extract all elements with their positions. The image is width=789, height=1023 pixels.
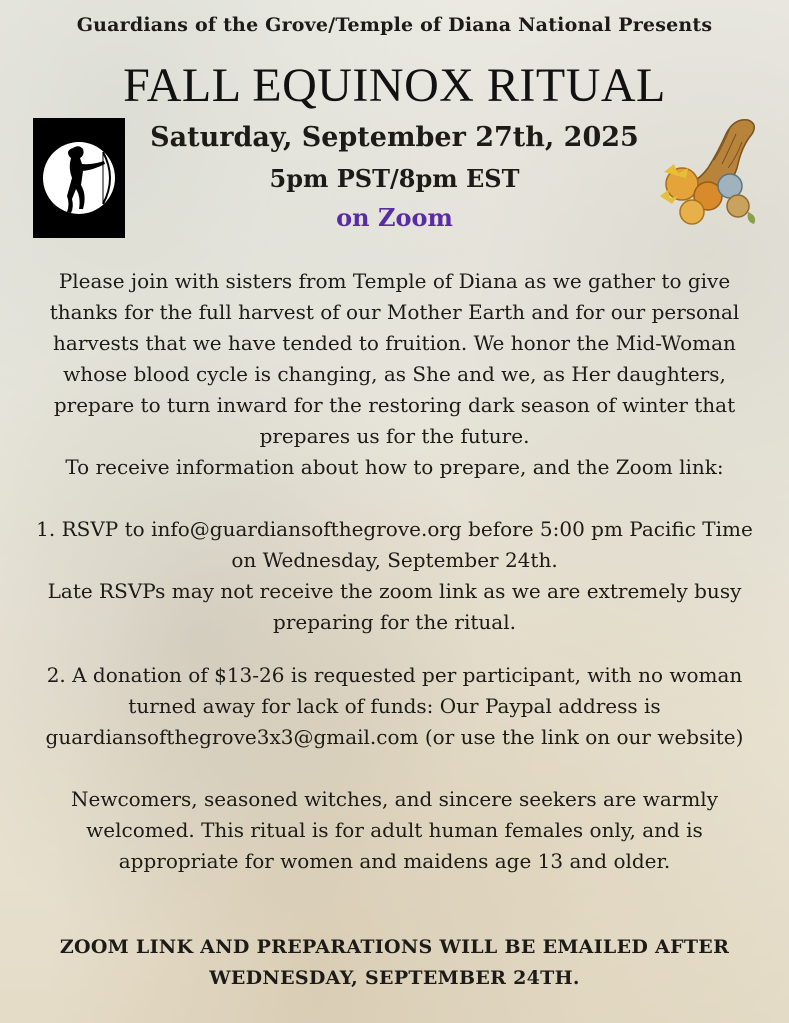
event-date: Saturday, September 27th, 2025 <box>150 122 639 153</box>
instructions-paragraph <box>24 452 765 483</box>
rsvp-section <box>24 514 765 638</box>
donation-text: 2. A donation of $13-26 is requested per participant, with no woman turned away for lack of funds: Our Paypal address is guardiansofthegrove3x3@gmail.com (or use the link on our website) <box>45 663 744 749</box>
intro-paragraph <box>24 266 765 452</box>
rsvp-line <box>24 514 765 576</box>
footer-text: ZOOM LINK AND PREPARATIONS WILL BE EMAILED AFTER WEDNESDAY, SEPTEMBER 24TH. <box>59 936 730 989</box>
event-venue: on Zoom <box>336 203 453 232</box>
event-title: FALL EQUINOX RITUAL <box>123 59 666 112</box>
intro-text: Please join with sisters from Temple of Diana as we gather to give thanks for the full harvest of our Mother Earth and for our personal harvests that we have tended to fruition. We honor the Mid-Woman whose blood cycle is changing, as She and we, as Her daughters, prepare to turn inward for the restoring dark season of winter that prepares us for the future. <box>49 269 740 448</box>
rsvp-suffix: before 5:00 pm Pacific Time on Wednesday, September 24th. <box>231 517 753 572</box>
footer-notice <box>0 932 789 994</box>
instructions-text: To receive information about how to prepare, and the Zoom link: <box>65 455 724 479</box>
donation-paragraph <box>24 660 765 753</box>
rsvp-email-link[interactable]: info@guardiansofthegrove.org <box>151 517 462 541</box>
rsvp-prefix: 1. RSVP to <box>36 517 152 541</box>
welcome-text: Newcomers, seasoned witches, and sincere seekers are warmly welcomed. This ritual is for adult human females only, and is appropriate for women and maidens age 13 and older. <box>70 787 718 873</box>
event-time: 5pm PST/8pm EST <box>269 164 520 193</box>
cornucopia-icon <box>652 112 764 232</box>
late-rsvp-note: Late RSVPs may not receive the zoom link as we are extremely busy preparing for the ritual. <box>47 579 742 634</box>
welcome-paragraph <box>24 784 765 877</box>
presenter-line: Guardians of the Grove/Temple of Diana National Presents <box>76 14 713 36</box>
